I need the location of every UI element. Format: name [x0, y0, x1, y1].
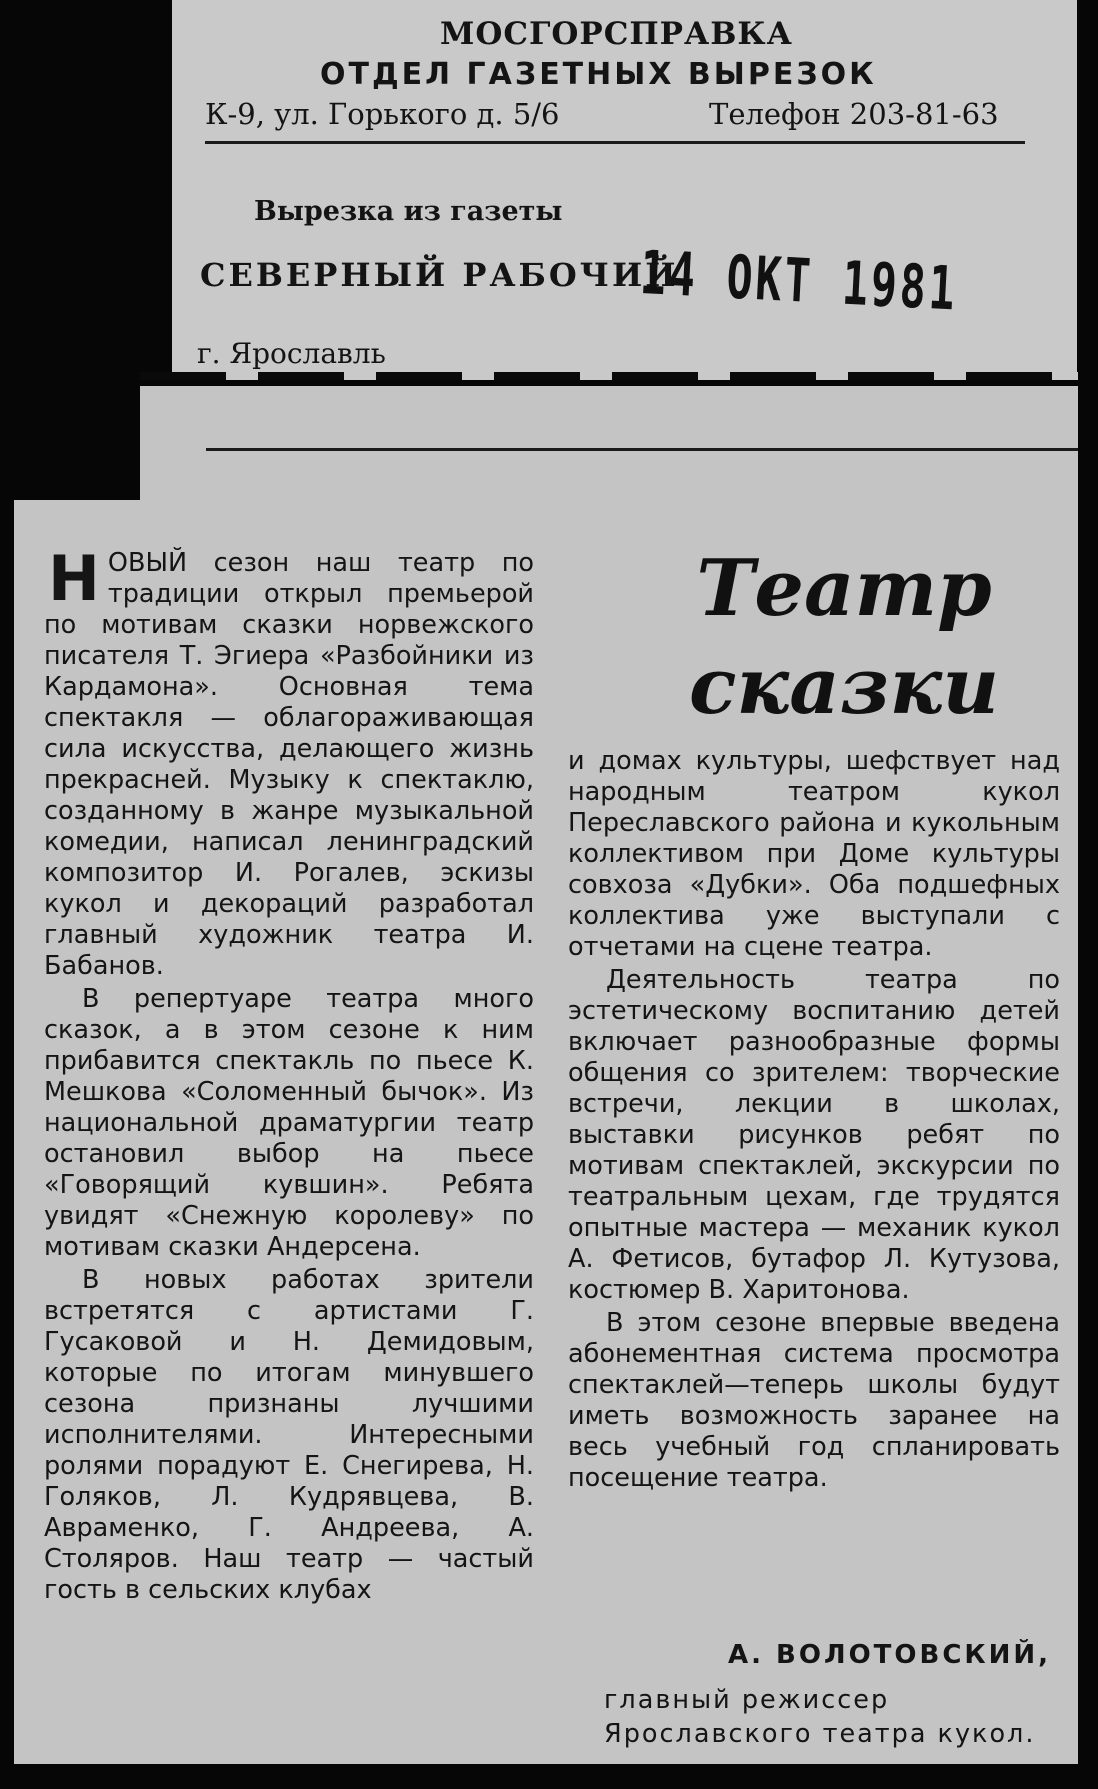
author-name: А. ВОЛОТОВСКИЙ, — [728, 1640, 1052, 1670]
paragraph: В репертуаре театра много сказок, а в этом сезоне к ним прибавится спектакль по пьесе К. Мешкова «Соломенный бычок». Из национальной драматургии театр остановил выбор на пьесе «Говорящий кувшин». Ребята увидят «Снежную королеву» по мотивам сказки Андерсена. — [44, 984, 534, 1262]
paragraph: и домах культуры, шефствует над народным театром кукол Переславского района и кукольным коллективом при Доме культуры совхоза «Дубки». Оба подшефных коллектива уже выступали с отчетами на сцене театра. — [568, 746, 1060, 962]
paragraph — [44, 542, 534, 982]
paragraph: В новых работах зрители встретятся с артистами Г. Гусаковой и Н. Демидовым, которые по итогам минувшего сезона признаны лучшими исполнителями. Интересными ролями порадуют Е. Снегирева, Н. Голяков, Л. Кудрявцева, В. Авраменко, Г. Андреева, А. Столяров. Наш театр — частый гость в сельских клубах — [44, 1265, 534, 1605]
article-headline — [684, 540, 1004, 736]
dashed-separator — [140, 372, 1078, 380]
city-name: г. Ярославль — [197, 337, 386, 370]
drop-cap: Н — [48, 542, 100, 615]
date-stamp: 14 ОКТ 1981 — [638, 238, 960, 325]
address-underline — [205, 141, 1025, 144]
department-name: ОТДЕЛ ГАЗЕТНЫХ ВЫРЕЗОК — [320, 57, 877, 92]
paragraph: Деятельность театра по эстетическому воспитанию детей включает разнообразные формы общения со зрителем: творческие встречи, лекции в школах, выставки рисунков ребят по мотивам спектаклей, экскурсии по театральным цехам, где трудятся опытные мастера — механик кукол А. Фетисов, бутафор Л. Кутузова, костюмер В. Харитонова. — [568, 965, 1060, 1305]
headline-line-2: сказки — [688, 641, 1000, 732]
agency-phone: Телефон 203-81-63 — [709, 97, 999, 131]
clipping-header-card — [172, 0, 1077, 378]
article-right-column — [568, 746, 1060, 1494]
clipping-label: Вырезка из газеты — [254, 196, 563, 227]
clipping-top-strip — [140, 386, 1078, 501]
article-left-column — [44, 542, 534, 1606]
agency-address: К-9, ул. Горького д. 5/6 — [205, 97, 560, 131]
paragraph-text: ОВЫЙ сезон наш театр по традиции открыл премьерой по мотивам сказки норвежского писателя Т. Эгиера «Разбойники из Кардамона». Основная тема спектакля — облагораживающая сила искусства, делающего жизнь прекрасней. Музыку к спектаклю, созданному в жанре музыкальной комедии, написал ленинградский композитор И. Рогалев, эскизы кукол и декораций разработал главный художник театра И. Бабанов. — [44, 548, 534, 981]
agency-name: МОСГОРСПРАВКА — [440, 16, 793, 52]
newspaper-name: СЕВЕРНЫЙ РАБОЧИЙ — [200, 256, 679, 294]
headline-line-1: Театр — [696, 543, 992, 634]
newspaper-rule — [206, 448, 1078, 451]
paragraph: В этом сезоне впервые введена абонементная система просмотра спектаклей—теперь школы будут иметь возможность заранее на весь учебный год спланировать посещение театра. — [568, 1308, 1060, 1493]
author-role: главный режиссер Ярославского театра кукол. — [604, 1685, 1036, 1749]
